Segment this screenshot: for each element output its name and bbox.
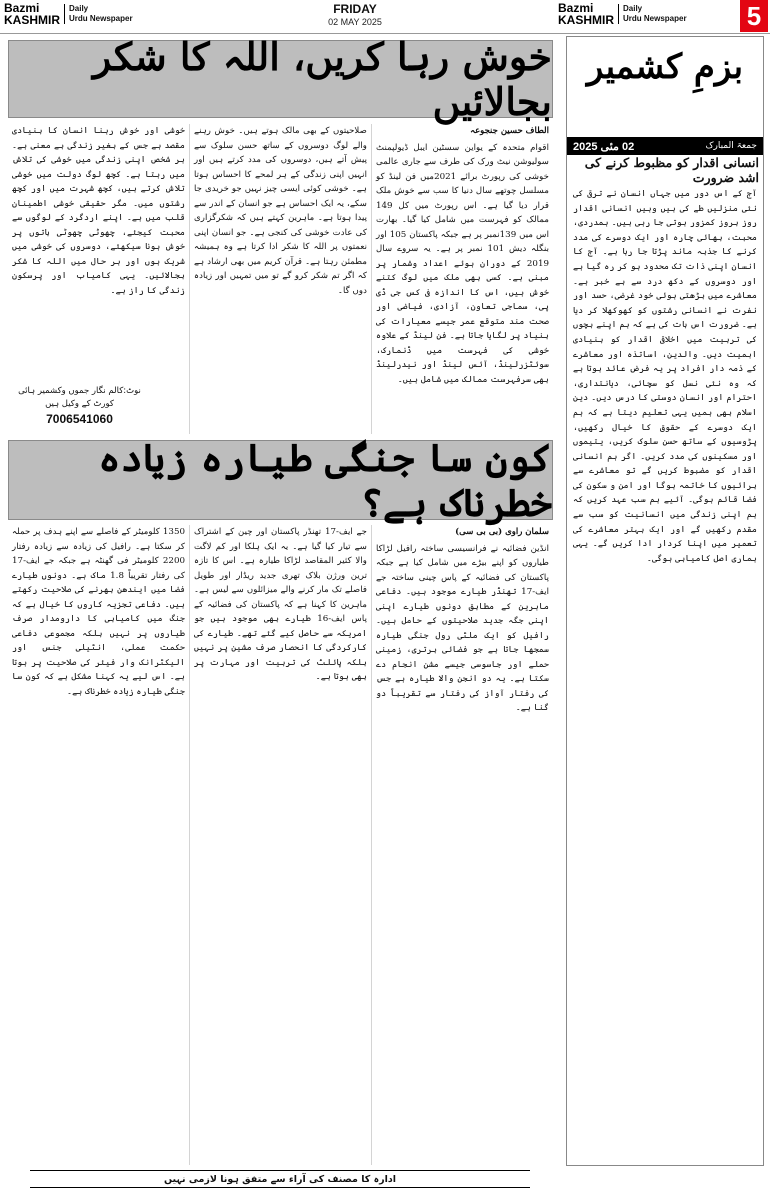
article1-author-note xyxy=(12,385,147,427)
dateline-day: FRIDAY xyxy=(333,2,377,16)
article1-headline-box xyxy=(8,34,553,124)
brand-sub1: Daily xyxy=(69,4,89,13)
article2-column xyxy=(8,525,189,1165)
footer-disclaimer: ادارہ کا مصنف کی آراء سے متفق ہونا لازمی نہیں xyxy=(30,1170,530,1188)
brand-sub2: Urdu Newspaper xyxy=(623,14,687,23)
article2-column-text: 1350 کلومیٹر کے فاصلے سے اپنے ہدف پر حملہ کر سکتا ہے۔ رافیل کی زیادہ سے زیادہ رفتار 2200 کلومیٹر فی گھنٹہ ہے جبکہ جے ایف-17 کی رفتار تقریباً 1.8 ماک ہے۔ دونوں طیارے فضا میں ایندھن بھرنے کی صلاحیت رکھتے ہیں۔ دفاعی تجزیہ کاروں کا خیال ہے کہ جنگ میں کامیابی کا دارومدار صرف طیاروں پر نہیں بلکہ مجموعی دفاعی حکمت عملی، انٹیلی جنس اور الیکٹرانک وار فیئر کی صلاحیت پر ہوتا ہے۔ اس لیے یہ کہنا مشکل ہے کہ کون سا جنگی طیارہ زیادہ خطرناک ہے۔ xyxy=(12,527,185,697)
editorial-sidebar xyxy=(566,36,764,1166)
article2-column xyxy=(371,525,553,1165)
brand-line1: Bazmi xyxy=(4,1,40,15)
article1-column-text: صلاحیتوں کے بھی مالک ہوتے ہیں۔ خوش رہنے والے لوگ دوسروں کے ساتھ حسن سلوک سے پیش آتے ہیں، دوسروں کی مدد کرتے ہیں اور انہیں اپنی زندگی کے ہر لمحے کا احساس ہوتا ہے۔ خوشی کوئی ایسی چیز نہیں جو خریدی جا سکے، یہ ایک احساس ہے جو انسان کے اندر سے پیدا ہوتا ہے۔ ماہرین کہتے ہیں کہ شکرگزاری کی عادت خوشی کی کنجی ہے۔ جو انسان اپنی نعمتوں پر اللہ کا شکر ادا کرتا ہے وہ ہمیشہ مطمئن رہتا ہے۔ قرآن کریم میں بھی ارشاد ہے کہ اگر تم شکر کرو گے تو میں تمہیں اور زیادہ دوں گا۔ xyxy=(194,126,367,296)
article2-headline: کون سا جنگی طیارہ زیادہ خطرناک ہے؟ xyxy=(98,435,552,525)
article1-headline: خوش رہا کریں، اللہ کا شکر بجالائیں xyxy=(92,34,552,124)
author-phone: 7006541060 xyxy=(46,412,113,426)
sidebar-day: جمعۃ المبارک xyxy=(705,141,757,151)
brand-line1: Bazmi xyxy=(558,1,594,15)
sidebar-title: بزمِ کشمیر xyxy=(586,47,744,87)
article1-column xyxy=(189,124,371,434)
article2-headline-box xyxy=(8,435,553,525)
article2-column xyxy=(189,525,371,1165)
brand-logo-left xyxy=(4,2,133,26)
sidebar-subtitle: انسانی اقدار کو مظبوط کرنے کی اشد ضرورت xyxy=(584,155,759,185)
article1-column-text: اقوام متحدہ کے یواین سسٹین ایبل ڈیولپمنٹ سولیوشن نیٹ ورک کی طرف سے جاری عالمی خوشی کی رپورٹ برائے 2021میں فن لینڈ کو مسلسل چوتھے سال دنیا کا سب سے خوش ملک قرار دیا گیا ہے۔ اس رپورٹ میں کل 149 ممالک کو فہرست میں شامل کیا گیا۔ بھارت اس میں 139نمبر پر ہے جبکہ پاکستان 105 اور بنگلہ دیش 101 نمبر پر ہے۔ یہ سروے سال 2019 کے دوران ہوئے اعداد وشمار پر مبنی ہے۔ کسی بھی ملک میں لوگ کتنے خوش ہیں، اس کا اندازہ فی کس جی ڈی پی، سماجی تعاون، آزادی، فیاضی اور صحت مند متوقع عمر جیسے معیارات کی بنیاد پر لگایا جاتا ہے۔ فن لینڈ کے علاوہ خوشی کی فہرست میں ڈنمارک، سوئٹزرلینڈ، آئس لینڈ اور نیدرلینڈ بھی سرفہرست ممالک میں شامل ہیں۔ xyxy=(376,142,549,385)
sidebar-date-band xyxy=(567,137,763,155)
brand-sub2: Urdu Newspaper xyxy=(69,14,133,23)
article1-column-text: خوشی اور خوش رہنا انسان کا بنیادی مقصد ہے جس کے بغیر زندگی بے معنی ہے۔ ہر شخص اپنی زندگی میں خوشی کی تلاش میں رہتا ہے۔ کچھ لوگ دولت میں خوشی تلاش کرتے ہیں، کچھ شہرت میں اور کچھ رشتوں میں۔ مگر حقیقی خوشی اطمینان قلب میں ہے۔ اپنے اردگرد کے لوگوں سے محبت کیجئے، چھوٹی چھوٹی باتوں پر خوش ہونا سیکھئے، دوسروں کی خوشی میں شریک ہوں اور ہر حال میں اللہ کا شکر بجالائیں۔ یہی کامیاب اور پرسکون زندگی کا راز ہے۔ xyxy=(12,126,185,296)
sidebar-body: آج کے اس دور میں جہاں انسان نے ترقی کی نئی منزلیں طے کی ہیں وہیں انسانی اقدار روز بروز کمزور ہوتی جا رہی ہیں۔ ہمدردی، محبت، بھائی چارہ اور ایک دوسرے کی مدد کرنے کا جذبہ ماند پڑتا جا رہا ہے۔ آج کا انسان اپنی ذات تک محدود ہو کر رہ گیا ہے اور دوسروں کے دکھ درد سے بے خبر ہے۔ معاشرے میں بڑھتی ہوئی خود غرضی، حسد اور نفرت نے انسانی رشتوں کو کھوکھلا کر دیا ہے۔ ضرورت اس بات کی ہے کہ ہم اپنے بچوں کی تربیت میں اخلاقی اقدار کو بنیادی اہمیت دیں۔ والدین، اساتذہ اور معاشرے کے ذمہ دار افراد پر یہ فرض عائد ہوتا ہے کہ وہ نئی نسل کو سچائی، دیانتداری، احترام اور انسان دوستی کا درس دیں۔ دین اسلام بھی ہمیں یہی تعلیم دیتا ہے کہ ہم ایک دوسرے کے حقوق کا خیال رکھیں، پڑوسیوں کے ساتھ حسن سلوک کریں، یتیموں اور مسکینوں کی مدد کریں۔ اگر ہم انسانی اقدار کو مضبوط کریں گے تو معاشرے سے برائیوں کا خاتمہ ہوگا اور امن و سکون کی فضا قائم ہوگی۔ آئیے ہم سب عہد کریں کہ ہم اپنی زندگی میں انسانیت کو سب سے مقدم رکھیں گے اور ایک بہتر معاشرے کی تعمیر میں اپنا کردار ادا کریں گے۔ یہی ہماری اصل کامیابی ہوگی۔ xyxy=(573,189,757,564)
sidebar-date: 02 مئی 2025 xyxy=(573,140,635,153)
article1-author: الطاف حسین جنجوعہ xyxy=(470,126,549,136)
dateline xyxy=(310,2,400,28)
author-note-text: نوٹ:کالم نگار جموں وکشمیر ہائی کورٹ کے وکیل ہیں xyxy=(18,386,141,409)
article2-body xyxy=(8,525,553,1165)
article2-column-text: جے ایف-17 تھنڈر پاکستان اور چین کے اشتراک سے تیار کیا گیا ہے۔ یہ ایک ہلکا اور کم لاگت والا کثیر المقاصد لڑاکا طیارہ ہے۔ اس کا تازہ ترین ورژن بلاک تھری جدید ریڈار اور طویل فاصلے تک مار کرنے والے میزائلوں سے لیس ہے۔ ماہرین کا کہنا ہے کہ پاکستان کی فضائیہ کے پاس ایف-16 طیارے بھی موجود ہیں جو امریکہ سے حاصل کیے گئے تھے۔ طیارے کی کارکردگی کا انحصار صرف مشین پر نہیں بلکہ پائلٹ کی تربیت اور مہارت پر بھی ہوتا ہے۔ xyxy=(194,527,368,682)
brand-line2: KASHMIR xyxy=(558,13,614,27)
masthead xyxy=(0,0,770,34)
brand-logo-right xyxy=(558,2,687,26)
page-number-badge: 5 xyxy=(740,0,768,32)
dateline-date: 02 MAY 2025 xyxy=(328,17,382,27)
article1-column xyxy=(371,124,553,434)
article2-column-text: انڈین فضائیہ نے فرانسیسی ساختہ رافیل لڑاکا طیاروں کو اپنے بیڑے میں شامل کیا ہے جبکہ پاکستان کی فضائیہ کے پاس چینی ساختہ جے ایف-17 تھنڈر طیارے موجود ہیں۔ دفاعی ماہرین کے مطابق دونوں طیارے اپنی اپنی جگہ جدید صلاحیتوں کے حامل ہیں۔ رافیل کو ایک ملٹی رول جنگی طیارہ سمجھا جاتا ہے جو فضائی برتری، زمینی حملے اور جاسوسی جیسے مشن انجام دے سکتا ہے۔ یہ دو انجن والا طیارہ ہے جس کی رفتار آواز کی رفتار سے تقریباً دو گنا ہے۔ xyxy=(376,543,549,713)
brand-sub1: Daily xyxy=(623,4,643,13)
brand-line2: KASHMIR xyxy=(4,13,60,27)
article2-author: سلمان راوی (بی بی سی) xyxy=(455,527,549,537)
